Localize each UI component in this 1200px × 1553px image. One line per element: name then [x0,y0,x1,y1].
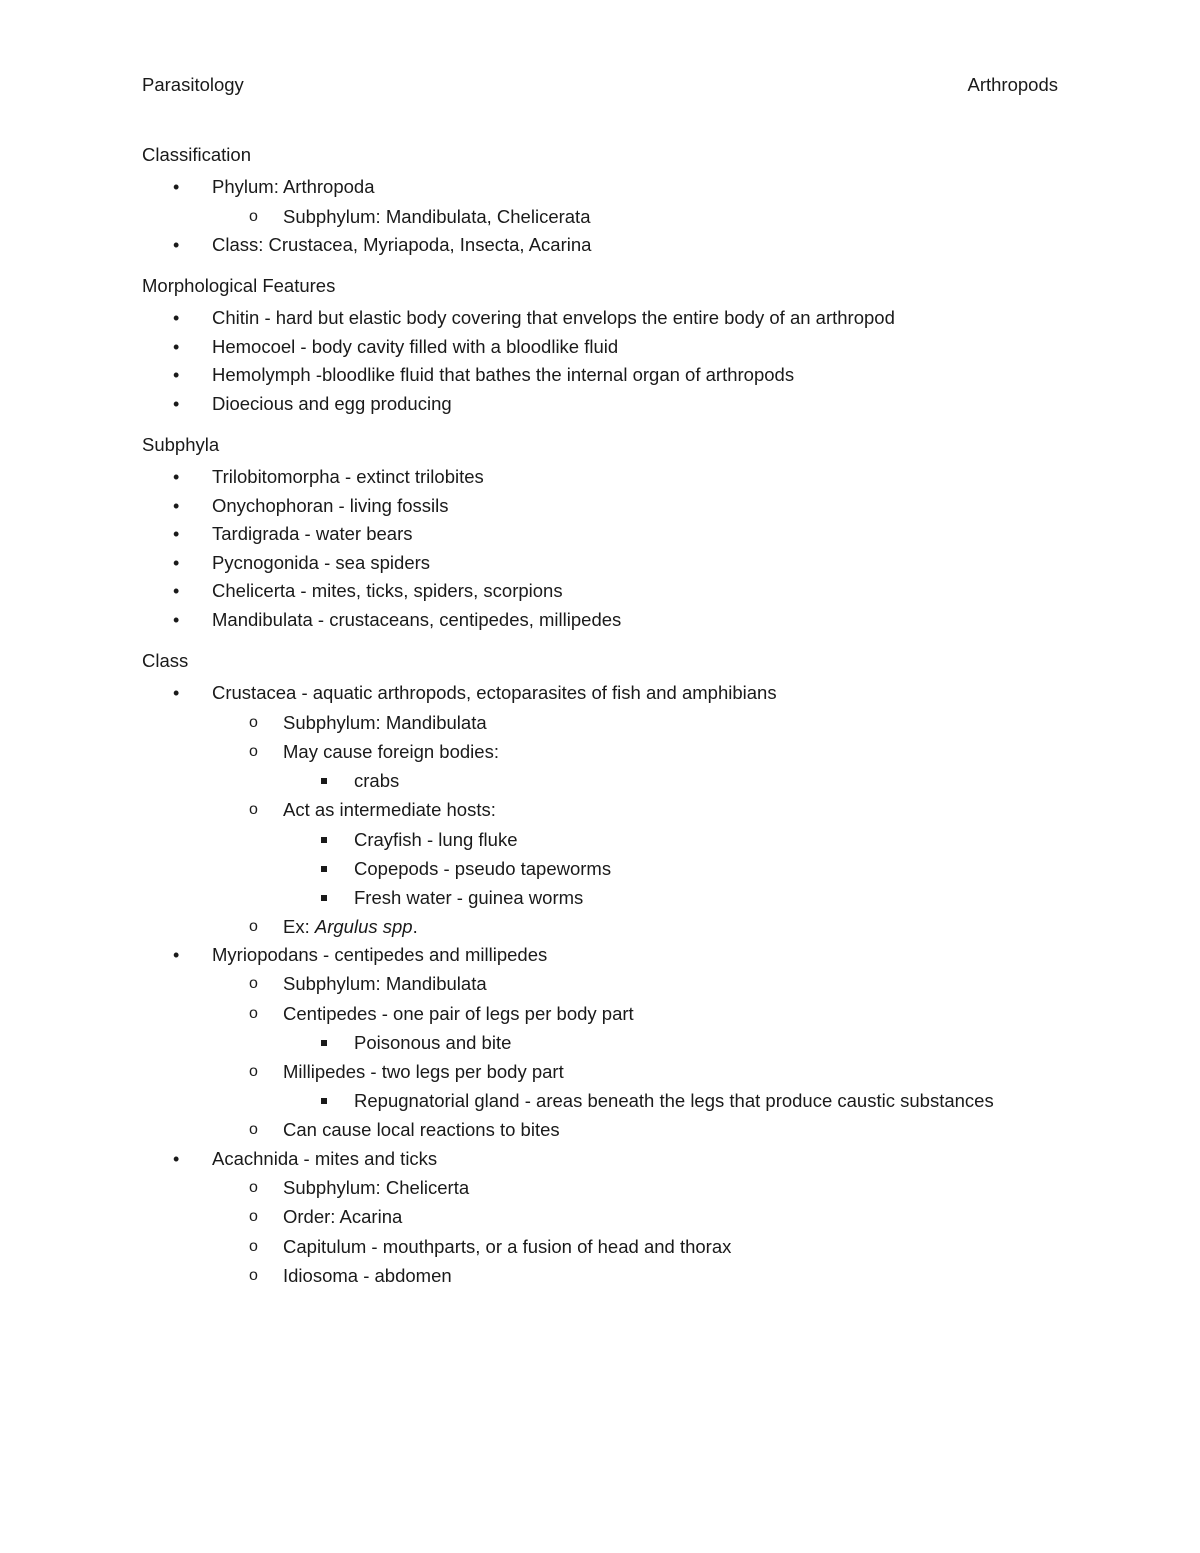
list-item: • Class: Crustacea, Myriapoda, Insecta, Acarina [142,231,1072,260]
list-item [212,737,1072,795]
list-item: • Dioecious and egg producing [142,390,1072,419]
section-title-morphology: Morphological Features [142,275,336,297]
list-item: • Tardigrada - water bears [142,520,1072,549]
list-item-crustacea [142,679,1072,941]
list-item: Fresh water - guinea worms [283,883,1072,912]
section-title-subphyla: Subphyla [142,434,220,456]
class-list [142,679,1072,1290]
subphyla-list [142,463,1072,634]
acachnida-label: Acachnida - mites and ticks [212,1147,438,1169]
foreign-bodies-text: May cause foreign bodies: [283,741,499,763]
list-item: • Hemolymph -bloodlike fluid that bathes the internal organ of arthropods [142,361,1072,390]
millipedes-sublist [283,1086,1072,1115]
morphology-list [142,304,1072,418]
section-title-class: Class [142,650,189,672]
list-item [212,1057,1072,1115]
list-item: • Chitin - hard but elastic body covering that envelops the entire body of an arthropod [142,304,1072,333]
list-item: Crayfish - lung fluke [283,825,1072,854]
section-title-classification: Classification [142,144,251,165]
list-item: o Subphylum: Mandibulata, Chelicerata [212,202,1072,231]
list-item: o Idiosoma - abdomen [212,1261,1072,1290]
phylum-sublist [212,202,1072,231]
list-item: Repugnatorial gland - areas beneath the legs that produce caustic substances [283,1086,1072,1115]
list-item: • Trilobitomorpha - extinct trilobites [142,463,1072,492]
acachnida-sublist [212,1173,1072,1290]
list-item: o Order: Acarina [212,1202,1072,1231]
list-item-acachnida [142,1145,1072,1291]
list-item: • Chelicerta - mites, ticks, spiders, scorpions [142,577,1072,606]
phylum-text: Phylum: Arthropoda [212,176,375,197]
list-item: • Hemocoel - body cavity filled with a bloodlike fluid [142,333,1072,362]
document-body [142,144,1072,1306]
myriopodans-label: Myriopodans - centipedes and millipedes [212,943,548,965]
list-item: Poisonous and bite [283,1028,1072,1057]
list-item: o Subphylum: Mandibulata [212,969,1072,998]
hosts-text: Act as intermediate hosts: [283,799,496,821]
header-right: Arthropods [967,74,1058,95]
example-suffix: . [412,915,418,937]
list-item [212,795,1072,911]
list-item: o Capitulum - mouthparts, or a fusion of head and thorax [212,1232,1072,1261]
list-item: Copepods - pseudo tapeworms [283,854,1072,883]
myriopodans-sublist [212,969,1072,1144]
header-left: Parasitology [142,74,244,95]
list-item: o Can cause local reactions to bites [212,1115,1072,1144]
list-item: • Onychophoran - living fossils [142,492,1072,521]
centipedes-sublist [283,1028,1072,1057]
example-prefix: Ex: [283,915,315,937]
millipedes-text: Millipedes - two legs per body part [283,1061,564,1083]
list-item [212,999,1072,1057]
list-item: crabs [283,766,1072,795]
list-item: • Pycnogonida - sea spiders [142,549,1072,578]
crustacea-sublist [212,708,1072,941]
example-species: Argulus spp [314,915,413,937]
list-item: o Subphylum: Mandibulata [212,708,1072,737]
list-item-myriopodans [142,941,1072,1145]
list-item: o Subphylum: Chelicerta [212,1173,1072,1202]
hosts-sublist [283,825,1072,912]
centipedes-text: Centipedes - one pair of legs per body part [283,1002,634,1024]
foreign-bodies-sublist [283,766,1072,795]
list-item [212,912,1072,941]
classification-list [142,173,1072,259]
crustacea-label: Crustacea - aquatic arthropods, ectoparasites of fish and amphibians [212,682,777,704]
list-item: • Mandibulata - crustaceans, centipedes, millipedes [142,606,1072,635]
list-item [142,173,1072,231]
